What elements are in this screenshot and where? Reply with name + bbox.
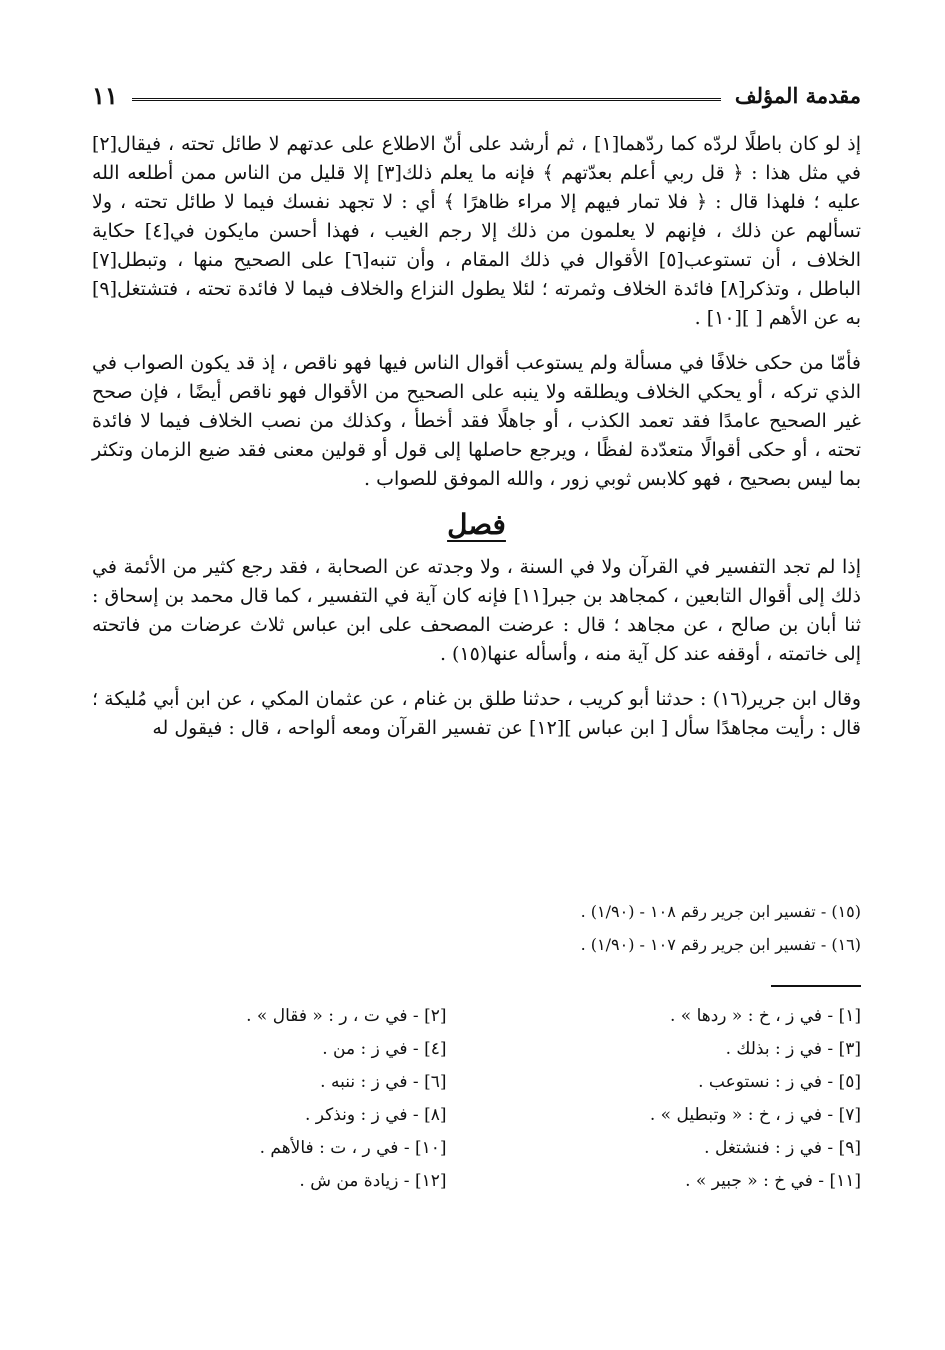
paragraph-1: إذ لو كان باطلًا لردّه كما ردّهما[١] ، ثم أرشد على أنّ الاطلاع على عدتهم لا طائل تحته ، فيقال[٢] في مثل هذا : ﴿ قل ربي أعلم بعدّتهم ﴾ فإنه ما يعلم ذلك[٣] إلا قليل من الناس ممن أطلعه الله عليه ؛ فلهذا قال : ﴿ فلا تمار فيهم إلا مراء ظاهرًا ﴾ أي : لا تجهد نفسك فيما لا طائل تحته ، ولا تسألهم عن ذلك ، فإنهم لا يعلمون من ذلك إلا رجم الغيب ، فهذا أحسن مايكون في[٤] حكاية الخلاف ، أن تستوعب[٥] الأقوال في ذلك المقام ، وأن تنبه[٦] على الصحيح منها ، وتبطل[٧] الباطل ، وتذكر[٨] فائدة الخلاف وثمرته ؛ لئلا يطول النزاع والخلاف فيما لا فائدة تحته ، فتشتغل[٩] به عن الأهم [ ][١٠] .: [92, 133, 862, 329]
body-text: [92, 130, 861, 759]
page-header: [92, 78, 861, 112]
variant-footnote: [١] - في ز ، خ : « ردها » .: [669, 1006, 861, 1026]
paragraph-3: إذا لم تجد التفسير في القرآن ولا في السنة ، ولا وجدته عن الصحابة ، فقد رجع كثير من الأئمة في ذلك إلى أقوال التابعين ، كمجاهد بن جبر[١١] فإنه كان آية في التفسير ، كما قال محمد بن إسحاق : ثنا أبان بن صالح ، عن مجاهد ؛ قال : عرضت المصحف على ابن عباس ثلاث عرضات من فاتحته إلى خاتمته ، أوقفه عند كل آية منه ، وأسأله عنها(١٥) .: [92, 556, 861, 665]
variant-footnote: [٦] - في ز : ننبه .: [320, 1072, 447, 1092]
source-footnotes: [441, 895, 861, 961]
source-footnote: (١٦) - تفسير ابن جرير رقم ١٠٧ - (١/٩٠) .: [580, 935, 861, 954]
variant-footnote: [٥] - في ز : نستوعب .: [698, 1072, 861, 1092]
running-title: مقدمة المؤلف: [734, 82, 861, 108]
footnote-separator: [771, 985, 861, 987]
variant-footnote: [٤] - في ز : من .: [322, 1039, 447, 1059]
section-heading: فصل: [447, 508, 506, 541]
variant-footnote: [٧] - في ز ، خ : « وتبطيل » .: [649, 1105, 861, 1125]
paragraph-4: وقال ابن جرير(١٦) : حدثنا أبو كريب ، حدثنا طلق بن غنام ، عن عثمان المكي ، عن ابن أبي مُليكة ؛ قال : رأيت مجاهدًا سأل [ ابن عباس ][١٢] عن تفسير القرآن ومعه ألواحه ، قال : فيقول له: [92, 688, 861, 739]
variant-footnote: [١٢] - زيادة من ش .: [299, 1171, 447, 1191]
variant-footnote: [١٠] - في ر ، ت : فالأهم .: [259, 1138, 447, 1158]
page-number: ١١: [92, 80, 118, 110]
variant-footnotes: [92, 1000, 861, 1198]
variant-footnote: [٣] - في ز : بذلك .: [725, 1039, 861, 1059]
variant-footnote: [٨] - في ز : ونذكر .: [304, 1105, 447, 1125]
variant-footnote: [٢] - في ت ، ر : « فقال » .: [246, 1006, 447, 1026]
header-rule: [132, 98, 721, 101]
variant-footnote: [١١] - في خ : « جبير » .: [685, 1171, 861, 1191]
variant-footnote: [٩] - في ز : فنشتغل .: [704, 1138, 861, 1158]
paragraph-2: فأمّا من حكى خلافًا في مسألة ولم يستوعب أقوال الناس فيها فهو ناقص ، إذ قد يكون الصواب في الذي تركه ، أو يحكي الخلاف ويطلقه ولا ينبه على الصحيح من الأقوال فهو ناقص أيضًا ، فإن صحح غير الصحيح عامدًا فقد تعمد الكذب ، أو جاهلًا فقد أخطأ ، وكذلك من نصب الخلاف فيما لا فائدة تحته ، أو حكى أقوالًا متعدّدة لفظًا ، ويرجع حاصلها إلى قول أو قولين معنى فقد ضيع الزمان وتكثر بما ليس بصحيح ، فهو كلابس ثوبي زور ، والله الموفق للصواب .: [92, 352, 861, 490]
source-footnote: (١٥) - تفسير ابن جرير رقم ١٠٨ - (١/٩٠) .: [580, 902, 861, 921]
